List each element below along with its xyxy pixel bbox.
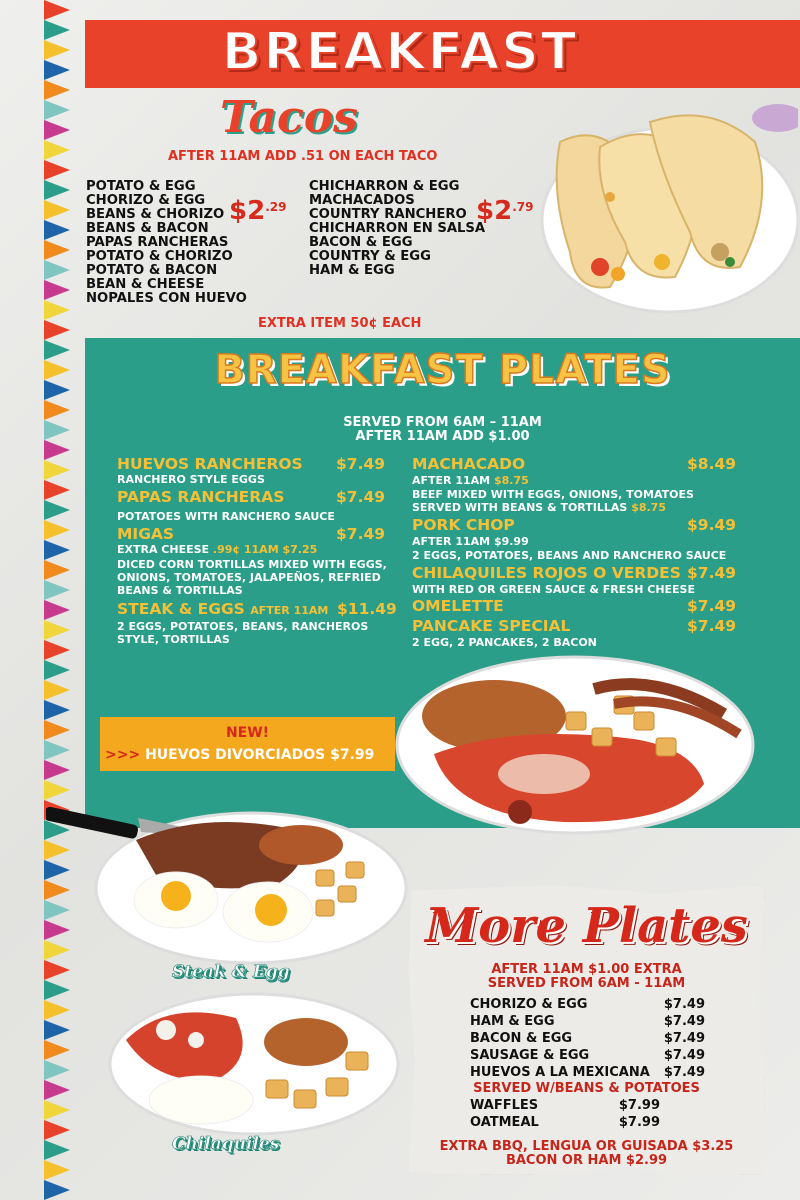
stripe-triangle (44, 140, 70, 160)
chilaquiles-plate-photo (106, 990, 402, 1138)
more-plates-item-price: $7.99 (618, 1115, 660, 1130)
price-pork-chop: $9.49 (687, 516, 737, 534)
more-plates-row (470, 1115, 660, 1130)
price-papas-rancheras: $7.49 (336, 488, 386, 506)
price-pancake-special: $7.49 (687, 617, 737, 635)
stripe-triangle (44, 740, 70, 760)
stripe-triangle (44, 80, 70, 100)
breakfast-plates-title: BREAKFAST PLATES (214, 347, 671, 393)
taco-item: MACHACADOS (309, 193, 415, 208)
item-chilaquiles: CHILAQUILES ROJOS O VERDES (412, 564, 681, 582)
item-pancake-special: PANCAKE SPECIAL (412, 617, 571, 635)
stripe-triangle (44, 660, 70, 680)
desc-pork-chop: 2 EGGS, POTATOES, BEANS AND RANCHERO SAUCE (412, 549, 727, 562)
tacos-photo (540, 102, 798, 316)
stripe-triangle (44, 400, 70, 420)
stripe-triangle (44, 620, 70, 640)
taco-list-2 (309, 180, 485, 278)
desc-pancake-special: 2 EGG, 2 PANCAKES, 2 BACON (412, 636, 597, 649)
more-plates-row (470, 1031, 705, 1046)
steak-egg-caption: Steak & Egg (172, 962, 290, 982)
stripe-triangle (44, 780, 70, 800)
taco-item: HAM & EGG (309, 263, 395, 278)
new-special-box (100, 717, 395, 771)
new-badge: NEW! (225, 725, 270, 741)
machacado-after: AFTER 11AM $8.75 (412, 474, 529, 487)
stripe-triangle (44, 100, 70, 120)
tacos-note: AFTER 11AM ADD .51 ON EACH TACO (168, 149, 438, 164)
desc-migas: DICED CORN TORTILLAS MIXED WITH EGGS, ONIONS, TOMATOES, JALAPEÑOS, REFRIED BEANS & TORTILLAS (117, 558, 387, 597)
stripe-triangle (44, 320, 70, 340)
stripe-triangle (44, 480, 70, 500)
taco-item: CHICHARRON & EGG (309, 179, 460, 194)
stripe-triangle (44, 580, 70, 600)
more-plates-title: More Plates (425, 898, 748, 954)
more-plates-item-name: BACON & EGG (470, 1031, 573, 1046)
desc-huevos-rancheros: RANCHERO STYLE EGGS (117, 473, 265, 486)
stripe-triangle (44, 560, 70, 580)
stripe-triangle (44, 200, 70, 220)
stripe-triangle (44, 360, 70, 380)
stripe-triangle (44, 380, 70, 400)
more-plates-item-name: CHORIZO & EGG (470, 997, 588, 1012)
taco-item: COUNTRY RANCHERO (309, 207, 467, 222)
stripe-triangle (44, 1040, 70, 1060)
decorative-stripe (44, 0, 70, 1200)
stripe-triangle (44, 700, 70, 720)
stripe-triangle (44, 240, 70, 260)
item-machacado: MACHACADO (412, 455, 526, 473)
item-papas-rancheras: PAPAS RANCHERAS (117, 488, 285, 506)
stripe-triangle (44, 500, 70, 520)
taco-price-1: $\$2^{.29}$ (229, 196, 287, 226)
stripe-triangle (44, 440, 70, 460)
more-plates-served-with: SERVED W/BEANS & POTATOES (473, 1081, 700, 1096)
desc-steak-eggs: 2 EGGS, POTATOES, BEANS, RANCHEROS STYLE, TORTILLAS (117, 620, 369, 646)
taco-item: BEANS & BACON (86, 221, 209, 236)
stripe-triangle (44, 300, 70, 320)
stripe-triangle (44, 180, 70, 200)
huevos-plate-photo (394, 654, 756, 836)
stripe-triangle (44, 640, 70, 660)
more-plates-item-name: HUEVOS A LA MEXICANA (470, 1065, 650, 1080)
stripe-triangle (44, 460, 70, 480)
price-migas: $7.49 (336, 525, 386, 543)
taco-item: PAPAS RANCHERAS (86, 235, 229, 250)
stripe-triangle (44, 260, 70, 280)
price-chilaquiles: $7.49 (687, 564, 737, 582)
stripe-triangle (44, 220, 70, 240)
stripe-triangle (44, 1060, 70, 1080)
item-pork-chop: PORK CHOP (412, 516, 515, 534)
taco-item: POTATO & EGG (86, 179, 196, 194)
taco-item: POTATO & CHORIZO (86, 249, 233, 264)
stripe-triangle (44, 1120, 70, 1140)
desc-chilaquiles: WITH RED OR GREEN SAUCE & FRESH CHEESE (412, 583, 695, 596)
stripe-triangle (44, 980, 70, 1000)
stripe-triangle (44, 680, 70, 700)
more-plates-row (470, 997, 705, 1012)
taco-item: CHICHARRON EN SALSA (309, 221, 486, 236)
item-huevos-rancheros: HUEVOS RANCHEROS (117, 455, 303, 473)
taco-item: CHORIZO & EGG (86, 193, 206, 208)
more-plates-item-price: $7.99 (618, 1098, 660, 1113)
item-migas: MIGAS (117, 525, 175, 543)
more-plates-item-name: WAFFLES (470, 1098, 539, 1113)
stripe-triangle (44, 1160, 70, 1180)
stripe-triangle (44, 1100, 70, 1120)
stripe-triangle (44, 760, 70, 780)
pork-chop-after: AFTER 11AM $9.99 (412, 535, 529, 548)
stripe-triangle (44, 600, 70, 620)
more-plates-item-price: $7.49 (663, 1014, 705, 1029)
new-special-text: >>> HUEVOS DIVORCIADOS $7.99 (105, 747, 375, 763)
more-plates-item-price: $7.49 (663, 1048, 705, 1063)
migas-extra-cheese: EXTRA CHEESE .99¢ 11AM $7.25 (117, 543, 318, 556)
more-plates-item-price: $7.49 (663, 997, 705, 1012)
more-plates-item-name: HAM & EGG (470, 1014, 555, 1029)
stripe-triangle (44, 1140, 70, 1160)
taco-item: POTATO & BACON (86, 263, 218, 278)
steak-egg-plate-photo (46, 800, 412, 966)
stripe-triangle (44, 0, 70, 20)
taco-item: BACON & EGG (309, 235, 413, 250)
stripe-triangle (44, 280, 70, 300)
more-plates-row (470, 1065, 705, 1080)
page-title: BREAKFAST (221, 22, 579, 82)
stripe-triangle (44, 340, 70, 360)
tacos-title: Tacos (220, 92, 358, 143)
more-plates-extras: EXTRA BBQ, LENGUA OR GUISADA $3.25 BACON OR HAM $2.99 (439, 1139, 734, 1168)
taco-price-2: $\$2^{.79}$ (476, 196, 534, 226)
more-plates-item-name: SAUSAGE & EGG (470, 1048, 590, 1063)
stripe-triangle (44, 1000, 70, 1020)
stripe-triangle (44, 1180, 70, 1200)
price-steak-eggs: $11.49 (337, 600, 397, 618)
stripe-triangle (44, 720, 70, 740)
more-plates-row (470, 1048, 705, 1063)
taco-item: BEAN & CHEESE (86, 277, 205, 292)
desc-machacado: BEEF MIXED WITH EGGS, ONIONS, TOMATOES SERVED WITH BEANS & TORTILLAS $8.75 (412, 488, 694, 514)
plates-served-note: SERVED FROM 6AM – 11AM AFTER 11AM ADD $1.00 (343, 415, 542, 444)
taco-list-1 (86, 180, 247, 306)
more-plates-row (470, 1098, 660, 1113)
taco-extra-note: EXTRA ITEM 50¢ EACH (258, 316, 422, 331)
more-plates-note: AFTER 11AM $1.00 EXTRA SERVED FROM 6AM - 11AM (487, 962, 686, 991)
price-omelette: $7.49 (687, 597, 737, 615)
stripe-triangle (44, 1080, 70, 1100)
price-huevos-rancheros: $7.49 (336, 455, 386, 473)
taco-item: BEANS & CHORIZO (86, 207, 225, 222)
stripe-triangle (44, 540, 70, 560)
stripe-triangle (44, 520, 70, 540)
stripe-triangle (44, 420, 70, 440)
stripe-triangle (44, 1020, 70, 1040)
chilaquiles-caption: Chilaquiles (172, 1134, 280, 1154)
stripe-triangle (44, 160, 70, 180)
more-plates-row (470, 1014, 705, 1029)
more-plates-item-name: OATMEAL (470, 1115, 539, 1130)
item-steak-eggs: STEAK & EGGS AFTER 11AM (117, 600, 329, 618)
item-omelette: OMELETTE (412, 597, 504, 615)
price-machacado: $8.49 (687, 455, 737, 473)
more-plates-item-price: $7.49 (663, 1031, 705, 1046)
desc-papas-rancheras: POTATOES WITH RANCHERO SAUCE (117, 510, 335, 523)
taco-item: NOPALES CON HUEVO (86, 291, 247, 306)
more-plates-item-price: $7.49 (663, 1065, 705, 1080)
stripe-triangle (44, 120, 70, 140)
taco-item: COUNTRY & EGG (309, 249, 431, 264)
